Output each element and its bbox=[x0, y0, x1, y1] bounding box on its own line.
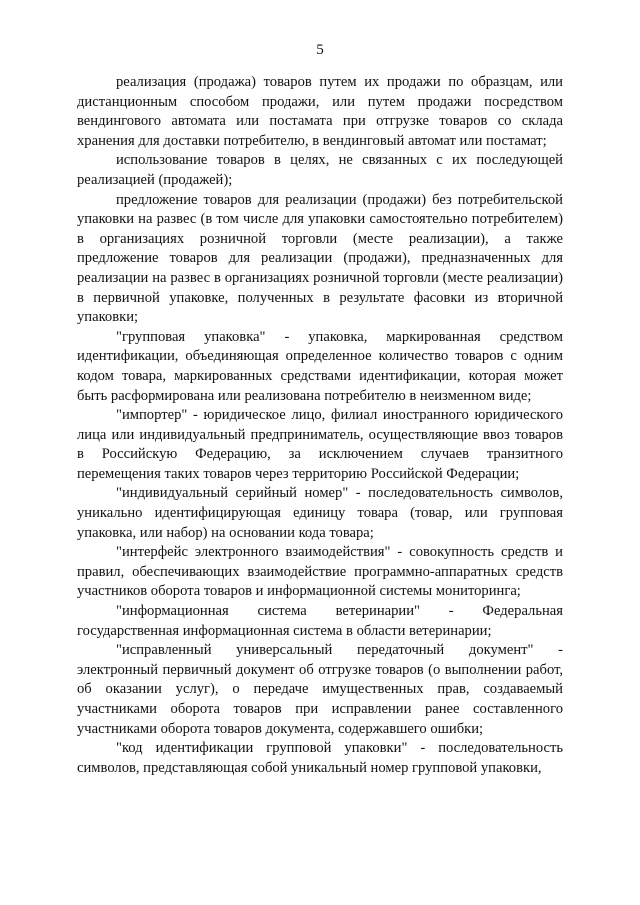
paragraph-def-vet-system: "информационная система ветеринарии" - Федеральная государственная информационная система в области ветеринарии; bbox=[77, 603, 563, 639]
paragraph-def-group-code: "код идентификации групповой упаковки" - последовательность символов, представляющая собой уникальный номер групповой упаковки, bbox=[77, 740, 563, 776]
paragraph-def-group-package: "групповая упаковка" - упаковка, маркированная средством идентификации, объединяющая определенное количество товаров с одним кодом товара, маркированных средствами идентификации, которая может быть расформирована или реализована потребителю в неизменном виде; bbox=[77, 328, 563, 404]
paragraph-def-importer: "импортер" - юридическое лицо, филиал иностранного юридического лица или индивидуальный предприниматель, осуществляющие ввоз товаров в Российскую Федерацию, за исключением случаев транзитного перемещения таких товаров через территорию Российской Федерации; bbox=[77, 407, 563, 482]
paragraph-bulk-sale-offer: предложение товаров для реализации (продажи) без потребительской упаковки на развес (в том числе для упаковки самостоятельно потребителем) в организациях розничной торговли (месте реализации), а также предложение товаров для реализации (продажи), предназначенных для реализации на развес в организациях розничной торговли (месте реализации) в первичной упаковке, полученных в результате фасовки из вторичной упаковки; bbox=[77, 191, 563, 326]
paragraph-def-interface: "интерфейс электронного взаимодействия" - совокупность средств и правил, обеспечивающих взаимодействие программно-аппаратных средств участников оборота товаров и информационной системы мониторинга; bbox=[77, 544, 563, 600]
paragraph-non-sale-use: использование товаров в целях, не связанных с их последующей реализацией (продажей); bbox=[77, 152, 563, 188]
paragraph-sales-by-samples: реализация (продажа) товаров путем их продажи по образцам, или дистанционным способом продажи, или путем продажи посредством вендингового автомата или постамата при отгрузке товаров со склада хранения для доставки потребителю, в вендинговый автомат или постамат; bbox=[77, 74, 563, 149]
document-body bbox=[77, 73, 563, 778]
paragraph-def-serial-number: "индивидуальный серийный номер" - последовательность символов, уникально идентифицирующая единицу товара (товар, или групповая упаковка, или набор) на основании кода товара; bbox=[77, 485, 563, 541]
paragraph-def-corrected-upd: "исправленный универсальный передаточный документ" - электронный первичный документ об отгрузке товаров (о выполнении работ, об оказании услуг), о передаче имущественных прав, создаваемый участниками оборота товаров при исправлении ранее составленного участниками оборота товаров документа, содержавшего ошибки; bbox=[77, 642, 563, 737]
page-number: 5 bbox=[316, 42, 324, 58]
